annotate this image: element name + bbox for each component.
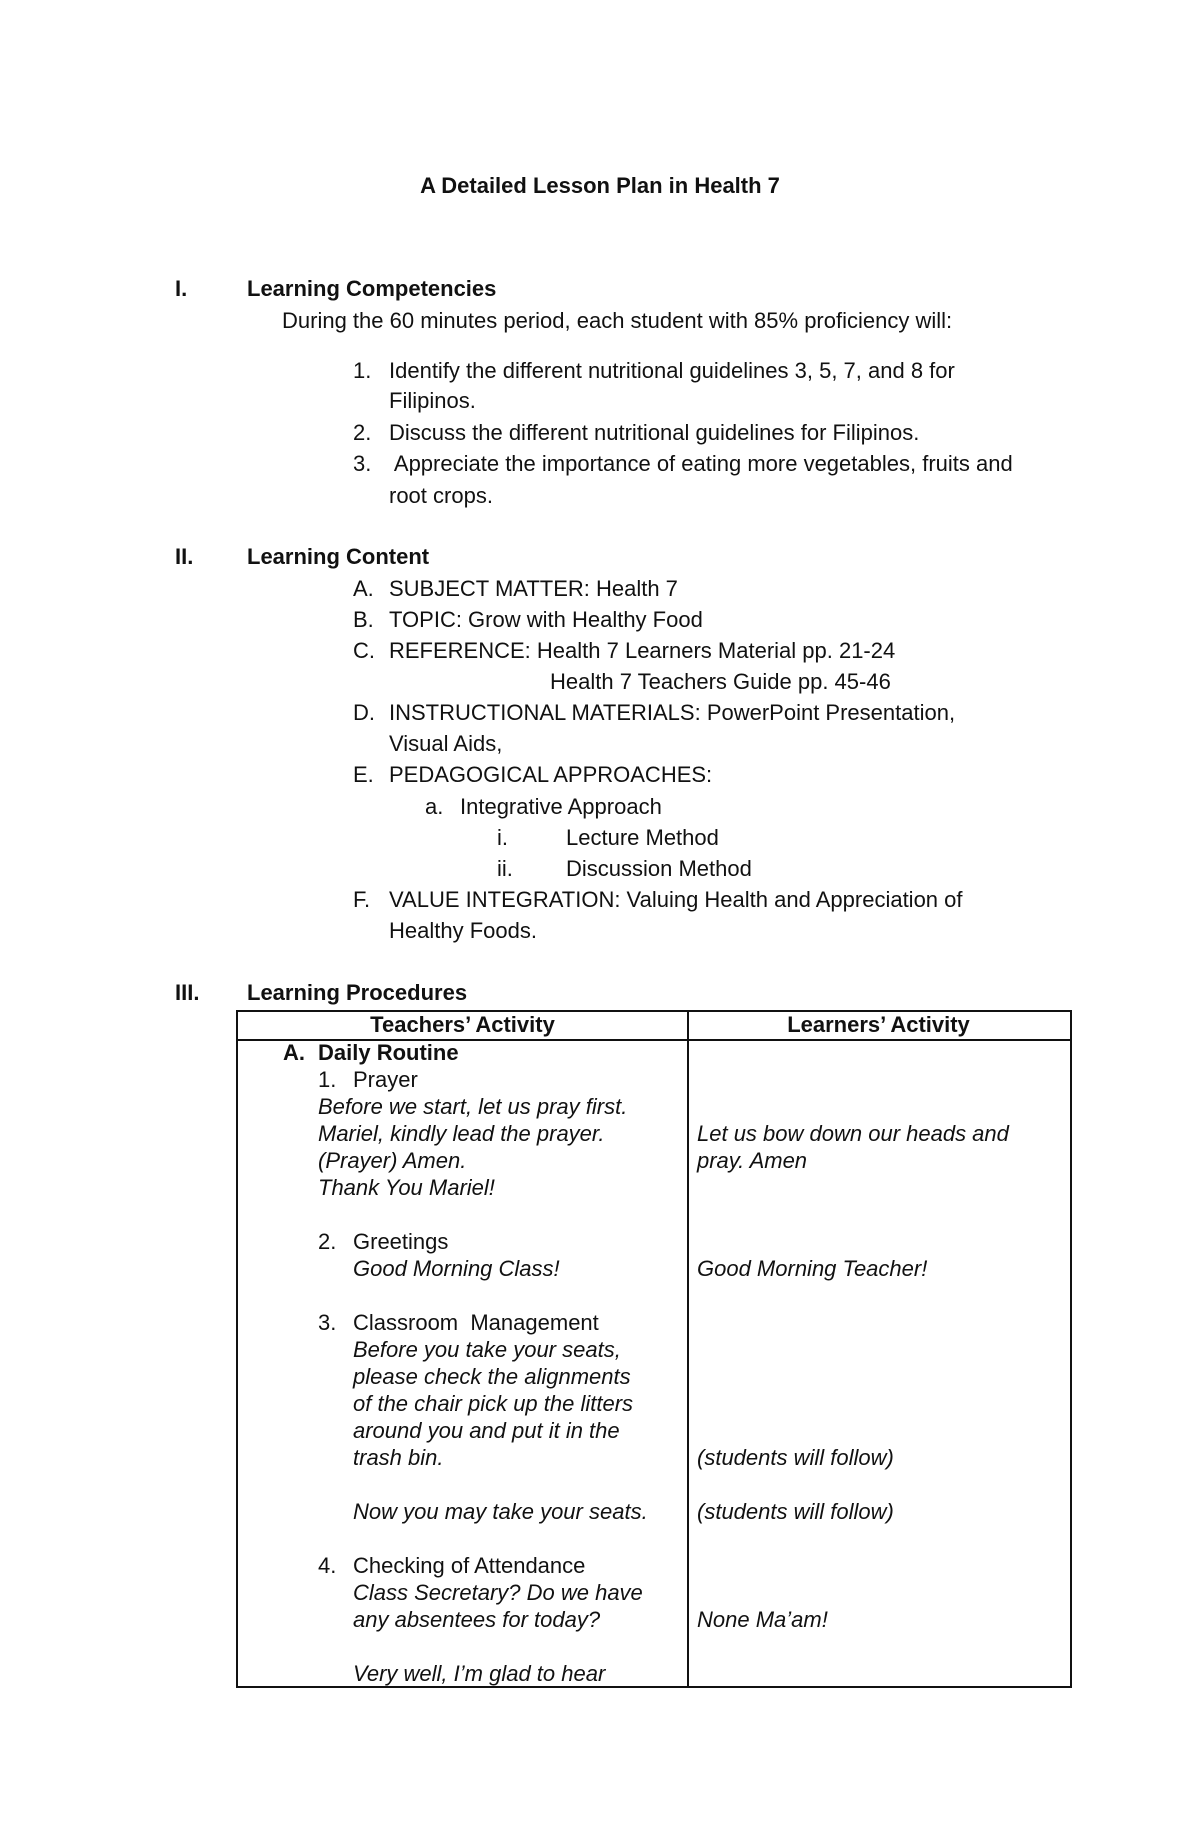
- list-item: INSTRUCTIONAL MATERIALS: PowerPoint Presentation,: [389, 700, 956, 725]
- list-letter: E.: [353, 762, 374, 787]
- list-item: Lecture Method: [566, 825, 719, 850]
- teacher-line: trash bin.: [353, 1445, 444, 1470]
- step-title: Classroom Management: [353, 1310, 599, 1335]
- step-title: Greetings: [353, 1229, 449, 1254]
- teacher-line: Before we start, let us pray first.: [318, 1094, 628, 1119]
- teacher-line: Now you may take your seats.: [353, 1499, 648, 1524]
- learner-line: None Ma’am!: [697, 1607, 828, 1632]
- step-number: 3.: [318, 1310, 337, 1335]
- section-numeral: III.: [175, 980, 200, 1005]
- teacher-line: any absentees for today?: [353, 1607, 601, 1632]
- step-title: Prayer: [353, 1067, 418, 1092]
- section-heading: Learning Competencies: [247, 276, 497, 301]
- document-title: A Detailed Lesson Plan in Health 7: [420, 173, 780, 198]
- list-number: i.: [497, 825, 508, 850]
- list-item: Discuss the different nutritional guidelines for Filipinos.: [389, 420, 920, 445]
- list-item: SUBJECT MATTER: Health 7: [389, 576, 678, 601]
- list-letter: C.: [353, 638, 375, 663]
- list-number: 1.: [353, 358, 372, 383]
- list-number: ii.: [497, 856, 513, 881]
- learner-line: pray. Amen: [697, 1148, 808, 1173]
- list-item-continuation: Health 7 Teachers Guide pp. 45-46: [550, 669, 891, 694]
- list-item: Integrative Approach: [460, 794, 662, 819]
- teacher-line: Before you take your seats,: [353, 1337, 621, 1362]
- step-title: Checking of Attendance: [353, 1553, 586, 1578]
- list-item: REFERENCE: Health 7 Learners Material pp. 21-24: [389, 638, 896, 663]
- learner-line: (students will follow): [697, 1499, 894, 1524]
- teacher-line: Mariel, kindly lead the prayer.: [318, 1121, 605, 1146]
- competencies-intro: During the 60 minutes period, each student with 85% proficiency will:: [282, 308, 953, 333]
- table-section-letter: A.: [283, 1040, 305, 1065]
- list-number: 2.: [353, 420, 372, 445]
- table-column-divider: [687, 1012, 689, 1686]
- learner-line: Good Morning Teacher!: [697, 1256, 928, 1281]
- section-heading: Learning Content: [247, 544, 430, 569]
- teacher-line: Class Secretary? Do we have: [353, 1580, 643, 1605]
- learner-line: (students will follow): [697, 1445, 894, 1470]
- table-section-title: Daily Routine: [318, 1040, 459, 1065]
- step-number: 4.: [318, 1553, 337, 1578]
- teacher-line: Good Morning Class!: [353, 1256, 560, 1281]
- teacher-line: Very well, I’m glad to hear: [353, 1661, 606, 1686]
- section-heading: Learning Procedures: [247, 980, 468, 1005]
- learner-line: Let us bow down our heads and: [697, 1121, 1009, 1146]
- list-item: Identify the different nutritional guidelines 3, 5, 7, and 8 for: [389, 358, 955, 383]
- list-item: TOPIC: Grow with Healthy Food: [389, 607, 703, 632]
- list-item-continuation: Healthy Foods.: [389, 918, 537, 943]
- teacher-line: of the chair pick up the litters: [353, 1391, 634, 1416]
- list-item: VALUE INTEGRATION: Valuing Health and Appreciation of: [389, 887, 963, 912]
- list-item: root crops.: [389, 483, 493, 508]
- list-number: 3.: [353, 451, 372, 476]
- step-number: 2.: [318, 1229, 337, 1254]
- table-header-learners: Learners’ Activity: [787, 1012, 970, 1037]
- teacher-line: Thank You Mariel!: [318, 1175, 495, 1200]
- list-item: Discussion Method: [566, 856, 752, 881]
- list-letter: B.: [353, 607, 374, 632]
- list-item-continuation: Visual Aids,: [389, 731, 503, 756]
- step-number: 1.: [318, 1067, 337, 1092]
- list-letter: D.: [353, 700, 375, 725]
- list-item: Filipinos.: [389, 388, 476, 413]
- list-letter: a.: [425, 794, 444, 819]
- section-numeral: II.: [175, 544, 194, 569]
- list-letter: F.: [353, 887, 371, 912]
- section-numeral: I.: [175, 276, 188, 301]
- table-header-teachers: Teachers’ Activity: [370, 1012, 555, 1037]
- teacher-line: please check the alignments: [353, 1364, 631, 1389]
- teacher-line: (Prayer) Amen.: [318, 1148, 467, 1173]
- list-item: PEDAGOGICAL APPROACHES:: [389, 762, 713, 787]
- list-letter: A.: [353, 576, 374, 601]
- list-item: Appreciate the importance of eating more vegetables, fruits and: [389, 451, 1013, 476]
- teacher-line: around you and put it in the: [353, 1418, 620, 1443]
